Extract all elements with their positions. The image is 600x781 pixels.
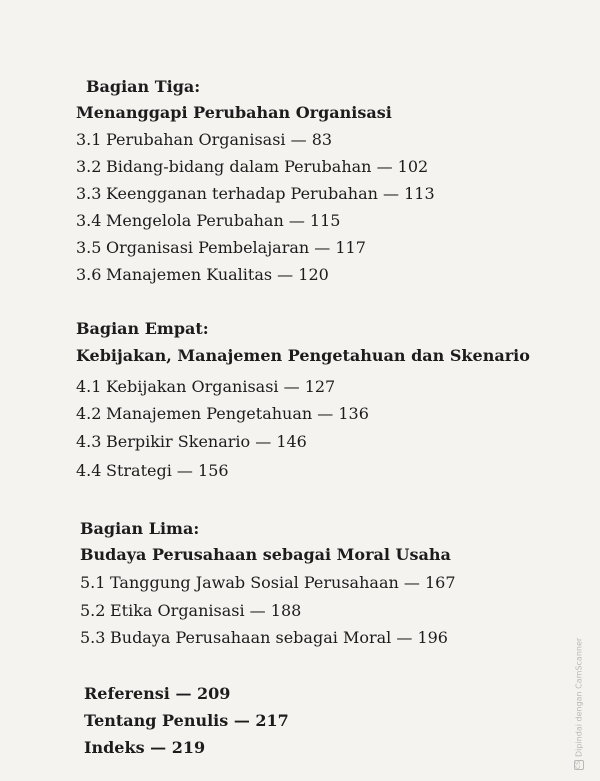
toc-entry: [76, 130, 332, 150]
part-label: Bagian Tiga:: [86, 77, 201, 96]
entry-title: Kebijakan Organisasi — 127: [106, 377, 336, 396]
entry-number: 5.2: [80, 601, 106, 620]
camscanner-icon: CS: [575, 761, 582, 769]
toc-entry: [76, 184, 435, 204]
entry-number: 3.3: [76, 184, 102, 203]
back-matter-entry: Referensi — 209: [84, 684, 231, 703]
entry-title: Berpikir Skenario — 146: [106, 432, 307, 451]
toc-entry: [76, 377, 335, 397]
part-title: Kebijakan, Manajemen Pengetahuan dan Skenario: [76, 346, 530, 365]
entry-title: Keengganan terhadap Perubahan — 113: [106, 184, 435, 203]
toc-entry: [76, 461, 229, 481]
toc-entry: [76, 404, 369, 424]
toc-entry: [80, 601, 301, 621]
entry-title: Tanggung Jawab Sosial Perusahaan — 167: [110, 573, 456, 592]
entry-title: Organisasi Pembelajaran — 117: [106, 238, 366, 257]
entry-title: Budaya Perusahaan sebagai Moral — 196: [110, 628, 448, 647]
entry-title: Mengelola Perubahan — 115: [106, 211, 341, 230]
part-label: Bagian Empat:: [76, 319, 209, 338]
toc-entry: [76, 432, 307, 452]
entry-title: Manajemen Pengetahuan — 136: [106, 404, 369, 423]
entry-title: Etika Organisasi — 188: [110, 601, 302, 620]
toc-entry: [80, 628, 448, 648]
entry-number: 5.3: [80, 628, 106, 647]
part-title: Menanggapi Perubahan Organisasi: [76, 103, 392, 122]
toc-entry: [76, 211, 340, 231]
toc-entry: [76, 157, 428, 177]
entry-number: 4.1: [76, 377, 102, 396]
watermark-text: Dipindai dengan CamScanner: [574, 637, 584, 757]
back-matter-entry: Tentang Penulis — 217: [84, 711, 289, 730]
entry-number: 4.4: [76, 461, 102, 480]
scanner-watermark: [574, 638, 584, 770]
entry-number: 3.5: [76, 238, 102, 257]
toc-entry: [76, 238, 366, 258]
entry-number: 5.1: [80, 573, 106, 592]
entry-title: Perubahan Organisasi — 83: [106, 130, 333, 149]
entry-number: 3.4: [76, 211, 102, 230]
part-title: Budaya Perusahaan sebagai Moral Usaha: [80, 545, 451, 564]
entry-number: 4.3: [76, 432, 102, 451]
entry-number: 3.2: [76, 157, 102, 176]
entry-number: 3.1: [76, 130, 102, 149]
toc-entry: [80, 573, 456, 593]
entry-number: 4.2: [76, 404, 102, 423]
entry-title: Bidang-bidang dalam Perubahan — 102: [106, 157, 429, 176]
entry-title: Manajemen Kualitas — 120: [106, 265, 329, 284]
entry-number: 3.6: [76, 265, 102, 284]
back-matter-entry: Indeks — 219: [84, 738, 206, 757]
toc-entry: [76, 265, 329, 285]
part-label: Bagian Lima:: [80, 519, 200, 538]
entry-title: Strategi — 156: [106, 461, 229, 480]
